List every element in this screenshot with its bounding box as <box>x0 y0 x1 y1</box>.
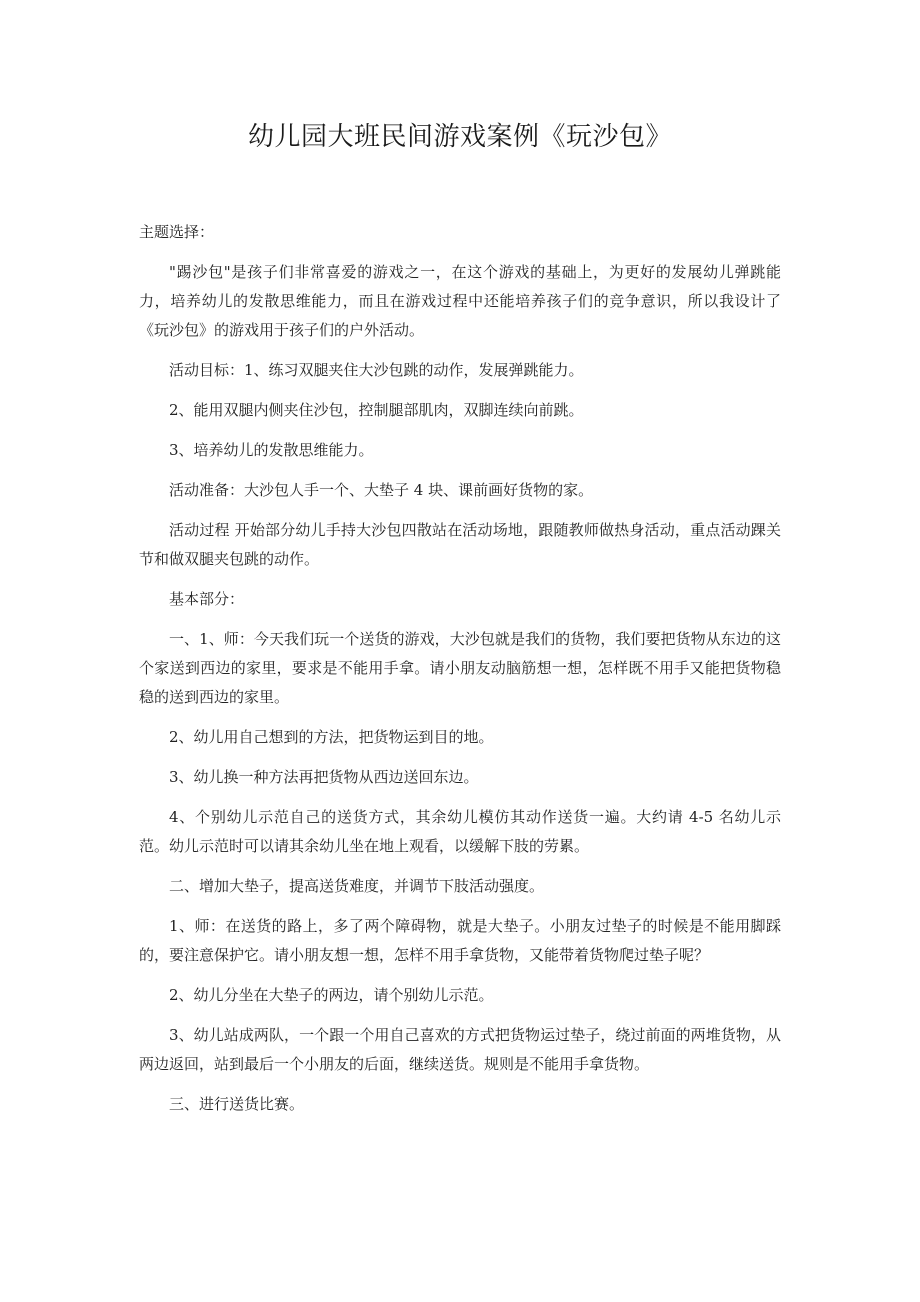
paragraph-goal-1: 活动目标：1、练习双腿夹住大沙包跳的动作，发展弹跳能力。 <box>169 361 584 379</box>
document-title: 幼儿园大班民间游戏案例《玩沙包》 <box>247 122 672 152</box>
paragraph-step-2-2: 2、幼儿分坐在大垫子的两边，请个别幼儿示范。 <box>169 986 494 1004</box>
paragraph-step-2-3: 3、幼儿站成两队，一个跟一个用自己喜欢的方式把货物运过垫子，绕过前面的两堆货物，从两边返回，站到最后一个小朋友的后面，继续送货。规则是不能用手拿货物。 <box>139 1026 781 1073</box>
paragraph-step-1-4: 4、个别幼儿示范自己的送货方式，其余幼儿模仿其动作送货一遍。大约请 4-5 名幼儿示范。幼儿示范时可以请其余幼儿坐在地上观看，以缓解下肢的劳累。 <box>139 808 781 855</box>
paragraph-step-1-1: 一、1、师：今天我们玩一个送货的游戏，大沙包就是我们的货物，我们要把货物从东边的这个家送到西边的家里，要求是不能用手拿。请小朋友动脑筋想一想，怎样既不用手又能把货物稳稳的送到西边的家里。 <box>139 630 781 706</box>
paragraph-step-2-heading: 二、增加大垫子，提高送货难度，并调节下肢活动强度。 <box>169 877 545 895</box>
paragraph-theme-body: "踢沙包"是孩子们非常喜爱的游戏之一，在这个游戏的基础上，为更好的发展幼儿弹跳能力，培养幼儿的发散思维能力，而且在游戏过程中还能培养孩子们的竞争意识，所以我设计了《玩沙包》的游戏用于孩子们的户外活动。 <box>139 263 781 339</box>
paragraph-preparation: 活动准备：大沙包人手一个、大垫子 4 块、课前画好货物的家。 <box>169 481 594 499</box>
paragraph-process-intro: 活动过程 开始部分幼儿手持大沙包四散站在活动场地，跟随教师做热身活动，重点活动踝关节和做双腿夹包跳的动作。 <box>139 521 781 568</box>
document-body <box>139 218 781 1130</box>
paragraph-step-2-1: 1、师：在送货的路上，多了两个障碍物，就是大垫子。小朋友过垫子的时候是不能用脚踩的，要注意保护它。请小朋友想一想，怎样不用手拿货物，又能带着货物爬过垫子呢？ <box>139 917 781 964</box>
paragraph-step-3-heading: 三、进行送货比赛。 <box>169 1095 305 1113</box>
paragraph-basic-part-heading: 基本部分： <box>169 590 245 608</box>
paragraph-theme-heading: 主题选择： <box>139 223 215 241</box>
paragraph-goal-2: 2、能用双腿内侧夹住沙包，控制腿部肌肉，双脚连续向前跳。 <box>169 401 584 419</box>
paragraph-goal-3: 3、培养幼儿的发散思维能力。 <box>169 441 374 459</box>
paragraph-step-1-3: 3、幼儿换一种方法再把货物从西边送回东边。 <box>169 768 479 786</box>
paragraph-step-1-2: 2、幼儿用自己想到的方法，把货物运到目的地。 <box>169 728 494 746</box>
